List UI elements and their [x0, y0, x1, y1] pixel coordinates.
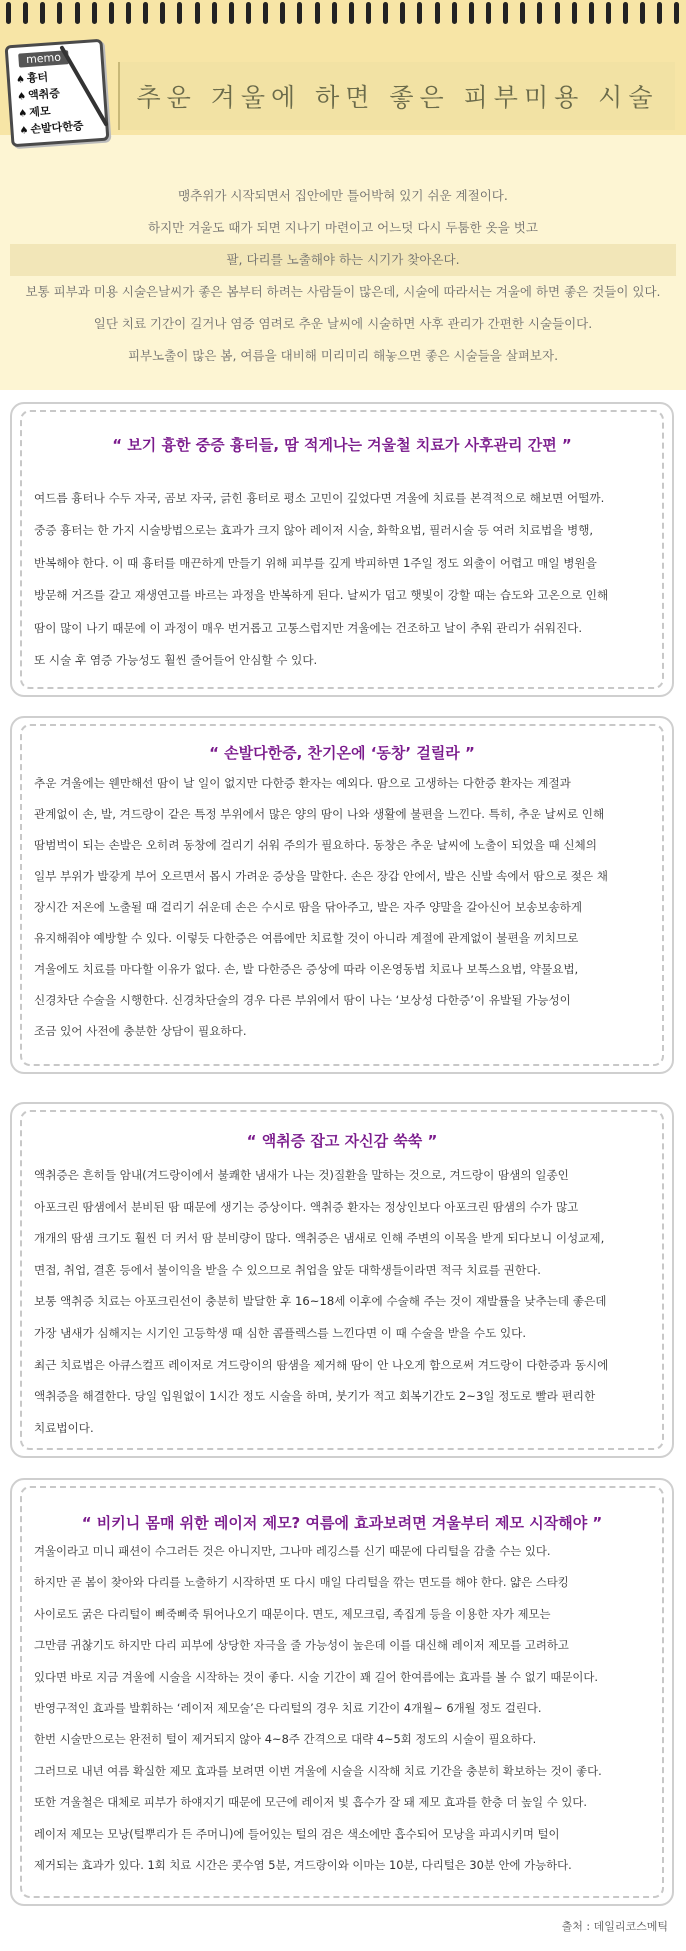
body-line: 여드름 흉터나 수두 자국, 곰보 자국, 긁힌 흉터로 평소 고민이 깊었다면 겨울에 치료를 본격적으로 해보면 어떨까. — [34, 491, 605, 505]
section-card-scars — [10, 402, 674, 697]
memo-list — [15, 67, 84, 139]
body-line: 최근 치료법은 아큐스컬프 레이저로 겨드랑이의 땀샘을 제거해 땀이 안 나오게 함으로써 겨드랑이 다한증과 동시에 — [34, 1357, 609, 1372]
spiral-ring — [452, 2, 457, 24]
page-title: 추운 겨울에 하면 좋은 피부미용 시술 — [136, 83, 659, 112]
spiral-ring — [126, 2, 131, 24]
intro-line: 하지만 겨울도 때가 되면 지나기 마련이고 어느덧 다시 두툼한 옷을 벗고 — [148, 220, 538, 235]
memo-label: memo — [18, 50, 69, 67]
body-line: 하지만 곧 봄이 찾아와 다리를 노출하기 시작하면 또 다시 매일 다리털을 깎는 면도를 해야 한다. 얇은 스타킹 — [34, 1575, 569, 1590]
intro-line: 맹추위가 시작되면서 집안에만 틀어박혀 있기 쉬운 계절이다. — [178, 188, 508, 203]
body-line: 액취증을 해결한다. 당일 입원없이 1시간 정도 시술을 하며, 붓기가 적고 회복기간도 2~3일 정도로 빨라 편리한 — [34, 1389, 596, 1404]
body-line: 조금 있어 사전에 충분한 상담이 필요하다. — [34, 1024, 247, 1038]
spiral-ring — [40, 2, 45, 24]
title-bar — [118, 62, 675, 130]
spiral-ring — [349, 2, 354, 24]
body-line: 반영구적인 효과를 발휘하는 ‘레이저 제모술’은 다리털의 경우 치료 기간이 4개월~ 6개월 정도 걸린다. — [34, 1701, 542, 1716]
spiral-ring — [297, 2, 302, 24]
spiral-ring — [657, 2, 662, 24]
spiral-ring — [229, 2, 234, 24]
spiral-ring — [57, 2, 62, 24]
body-line: 면접, 취업, 결혼 등에서 불이익을 받을 수 있으므로 취업을 앞둔 대학생들이라면 적극 치료를 권한다. — [34, 1262, 541, 1277]
body-line: 액취증은 흔히들 암내(겨드랑이에서 불쾌한 냄새가 나는 것)질환을 말하는 것으로, 겨드랑이 땀샘의 일종인 — [34, 1168, 569, 1182]
body-line: 레이저 제모는 모낭(털뿌리가 든 주머니)에 들어있는 털의 검은 색소에만 흡수되어 모낭을 파괴시키며 털이 — [34, 1826, 560, 1841]
spiral-ring — [366, 2, 371, 24]
intro-line: 피부노출이 많은 봄, 여름을 대비해 미리미리 해놓으면 좋은 시술들을 살펴보자. — [127, 348, 559, 363]
spiral-ring — [383, 2, 388, 24]
header — [0, 0, 686, 390]
section-card-body-odor — [10, 1102, 674, 1458]
spiral-ring — [640, 2, 645, 24]
intro-line: 보통 피부과 미용 시술은날씨가 좋은 봄부터 하려는 사람들이 많은데, 시술에 따라서는 겨울에 하면 좋은 것들이 있다. — [25, 284, 661, 299]
body-line: 방문해 거즈를 갈고 재생연고를 바르는 과정을 반복하게 된다. 날씨가 덥고 햇빛이 강할 때는 습도와 고온으로 인해 — [34, 588, 609, 603]
spiral-ring — [332, 2, 337, 24]
source-credit: 출처 : 데일리코스메틱 — [561, 1920, 668, 1933]
spade-icon: ♠ — [18, 108, 28, 120]
body-line: 관계없이 손, 발, 겨드랑이 같은 특정 부위에서 많은 양의 땀이 나와 생활에 불편을 느낀다. 특히, 추운 날씨로 인해 — [34, 807, 605, 821]
spiral-ring — [92, 2, 97, 24]
body-line: 신경차단 수술을 시행한다. 신경차단술의 경우 다른 부위에서 땀이 나는 ‘보상성 다한증’이 유발될 가능성이 — [34, 993, 571, 1007]
section-title: “ 액취증 잡고 자신감 쑥쑥 ” — [246, 1132, 438, 1150]
section-card-hyperhidrosis — [10, 716, 674, 1074]
body-line: 한번 시술만으로는 완전히 털이 제거되지 않아 4~8주 간격으로 대략 4~5회 정도의 시술이 필요하다. — [34, 1732, 537, 1747]
spiral-ring — [555, 2, 560, 24]
section-title: “ 손발다한증, 찬기온에 ‘동창’ 걸릴라 ” — [209, 744, 475, 762]
spiral-ring — [537, 2, 542, 24]
body-line: 유지해줘야 예방할 수 있다. 이렇듯 다한증은 여름에만 치료할 것이 아니라 계절에 관계없이 불편을 끼치므로 — [34, 931, 579, 945]
intro-line-highlight: 팔, 다리를 노출해야 하는 시기가 찾아온다. — [10, 244, 676, 276]
spiral-ring — [195, 2, 200, 24]
spiral-ring — [589, 2, 594, 24]
spiral-ring — [674, 2, 679, 24]
spiral-ring — [469, 2, 474, 24]
body-line: 중증 흉터는 한 가지 시술방법으로는 효과가 크지 않아 레이저 시술, 화학요법, 필러시술 등 여러 치료법을 병행, — [34, 523, 594, 538]
body-line: 보통 액취증 치료는 아포크린선이 충분히 발달한 후 16~18세 이후에 수술해 주는 것이 재발률을 낮추는데 좋은데 — [34, 1294, 607, 1309]
body-line: 땀범벅이 되는 손발은 오히려 동창에 걸리기 쉬워 주의가 필요하다. 동창은 추운 날씨에 노출이 되었을 때 신체의 — [34, 838, 597, 852]
spiral-ring — [606, 2, 611, 24]
spiral-ring — [486, 2, 491, 24]
spiral-ring — [75, 2, 80, 24]
spade-icon: ♠ — [15, 74, 26, 86]
section-body — [34, 1160, 652, 1444]
body-line: 일부 부위가 발갛게 부어 오르면서 몹시 가려운 증상을 말한다. 손은 장갑 안에서, 발은 신발 속에서 땀으로 젖은 채 — [34, 869, 609, 883]
body-line: 반복해야 한다. 이 때 흉터를 매끈하게 만들기 위해 피부를 깊게 박피하면 1주일 정도 외출이 어렵고 매일 병원을 — [34, 555, 597, 570]
body-line: 또 시술 후 염증 가능성도 훨씬 줄어들어 안심할 수 있다. — [34, 653, 318, 668]
section-body — [34, 768, 652, 1047]
spiral-ring — [246, 2, 251, 24]
spiral-ring — [435, 2, 440, 24]
spiral-ring — [177, 2, 182, 24]
spiral-ring — [520, 2, 525, 24]
memo-item: ♠액취증 — [16, 86, 61, 103]
body-line: 땀이 많이 나기 때문에 이 과정이 매우 번거롭고 고통스럽지만 겨울에는 건조하고 날이 추워 관리가 쉬워진다. — [34, 620, 583, 635]
body-line: 가장 냄새가 심해지는 시기인 고등학생 때 심한 콤플렉스를 느낀다면 이 때 수술을 받을 수도 있다. — [34, 1325, 527, 1340]
body-line: 겨울에도 치료를 마다할 이유가 없다. 손, 발 다한증은 증상에 따라 이온영동법 치료나 보톡스요법, 약물요법, — [34, 962, 579, 976]
intro-text — [0, 180, 686, 372]
spiral-ring — [263, 2, 268, 24]
memo-item: ♠손발다한증 — [19, 119, 84, 137]
spiral-ring — [417, 2, 422, 24]
spiral-ring — [572, 2, 577, 24]
spiral-ring — [212, 2, 217, 24]
memo-card — [5, 39, 110, 148]
body-line: 겨울이라고 미니 패션이 수그러든 것은 아니지만, 그나마 레깅스를 신기 때문에 다리털을 감출 수는 있다. — [34, 1544, 551, 1558]
memo-item: ♠제모 — [18, 104, 51, 120]
body-line: 있다면 바로 지금 겨울에 시술을 시작하는 것이 좋다. 시술 기간이 꽤 길어 한여름에는 효과를 볼 수 없기 때문이다. — [34, 1669, 598, 1684]
body-line: 장시간 저온에 노출될 때 걸리기 쉬운데 손은 수시로 땀을 닦아주고, 발은 자주 양말을 갈아신어 보송보송하게 — [34, 900, 583, 914]
section-title: “ 비키니 몸매 위한 레이저 제모? 여름에 효과보려면 겨울부터 제모 시작해야 ” — [81, 1514, 603, 1532]
spiral-ring — [6, 2, 11, 24]
section-body — [34, 482, 652, 676]
body-line: 개개의 땀샘 크기도 훨씬 더 커서 땀 분비량이 많다. 액취증은 냄새로 인해 주변의 이목을 받게 되다보니 이성교제, — [34, 1231, 605, 1246]
section-title: “ 보기 흉한 중증 흉터들, 땀 적게나는 겨울철 치료가 사후관리 간편 ” — [112, 436, 572, 454]
body-line: 그러므로 내년 여름 확실한 제모 효과를 보려면 이번 겨울에 시술을 시작해 치료 기간을 충분히 확보하는 것이 좋다. — [34, 1763, 602, 1778]
spiral-ring — [160, 2, 165, 24]
notebook-spiral — [0, 0, 686, 30]
spiral-ring — [23, 2, 28, 24]
section-body — [34, 1536, 652, 1881]
spiral-ring — [315, 2, 320, 24]
body-line: 추운 겨울에는 웬만해선 땀이 날 일이 없지만 다한증 환자는 예외다. 땀으로 고생하는 다한증 환자는 계절과 — [34, 776, 571, 790]
body-line: 사이로도 굵은 다리털이 삐죽삐죽 튀어나오기 때문이다. 면도, 제모크림, 족집게 등을 이용한 자가 제모는 — [34, 1606, 551, 1621]
body-line: 그만큼 귀찮기도 하지만 다리 피부에 상당한 자극을 줄 가능성이 높은데 이를 대신해 레이저 제모를 고려하고 — [34, 1638, 569, 1653]
spiral-ring — [109, 2, 114, 24]
spiral-ring — [503, 2, 508, 24]
spiral-ring — [143, 2, 148, 24]
spade-icon: ♠ — [19, 125, 29, 137]
body-line: 치료법이다. — [34, 1420, 94, 1435]
body-line: 제거되는 효과가 있다. 1회 치료 시간은 콧수염 5분, 겨드랑이와 이마는 10분, 다리털은 30분 안에 가능하다. — [34, 1858, 572, 1873]
spade-icon: ♠ — [16, 91, 27, 103]
body-line: 또한 겨울철은 대체로 피부가 하얘지기 때문에 모근에 레이저 빛 흡수가 잘 돼 제모 효과를 한층 더 높일 수 있다. — [34, 1795, 587, 1810]
section-card-hair-removal — [10, 1478, 674, 1906]
spiral-ring — [400, 2, 405, 24]
spiral-ring — [280, 2, 285, 24]
spiral-ring — [623, 2, 628, 24]
intro-line: 일단 치료 기간이 길거나 염증 염려로 추운 날씨에 시술하면 사후 관리가 간편한 시술들이다. — [93, 316, 593, 331]
body-line: 아포크린 땀샘에서 분비된 땀 때문에 생기는 증상이다. 액취증 환자는 정상인보다 아포크린 땀샘의 수가 많고 — [34, 1199, 579, 1214]
memo-item: ♠흉터 — [15, 70, 49, 86]
